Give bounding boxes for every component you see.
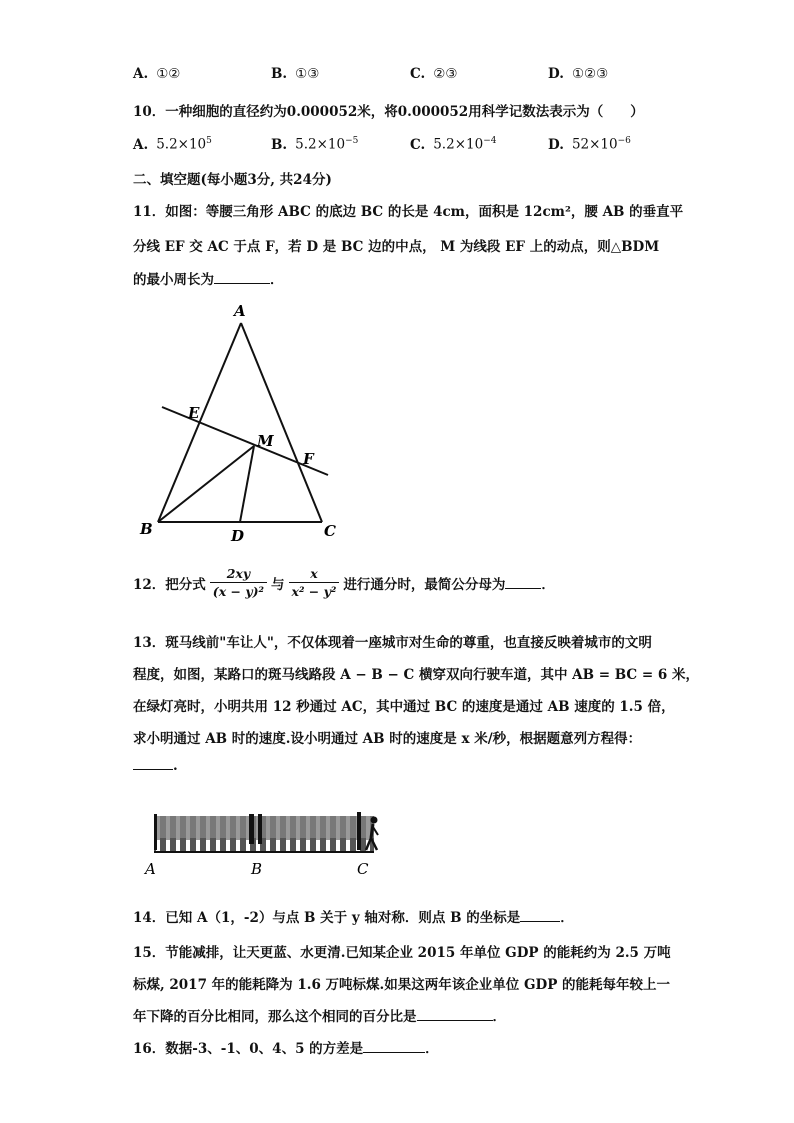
- q15-line-1: 15．节能减排，让天更蓝、水更清.已知某企业 2015 年单位 GDP 的能耗约为 2.5 万吨: [133, 945, 671, 961]
- q13-line-3: 在绿灯亮时，小明共用 12 秒通过 AC，其中通过 BC 的速度是通过 AB 速度的 1.5 倍，: [133, 699, 675, 715]
- option-exponent: −5: [345, 136, 359, 146]
- crosswalk-figure: [140, 808, 390, 883]
- q11-line-3: [133, 268, 284, 288]
- option-label: D.: [548, 136, 564, 153]
- q10-stem: [133, 100, 644, 120]
- answer-blank: [133, 757, 173, 770]
- answer-blank: [505, 576, 541, 589]
- answer-blank: [363, 1040, 425, 1053]
- label-b: B: [140, 520, 153, 538]
- option-label: C.: [410, 66, 426, 82]
- q14-text: 14．已知 A（1，-2）与点 B 关于 y 轴对称．则点 B 的坐标是: [133, 910, 521, 926]
- q12-prefix: 12．把分式: [133, 576, 206, 593]
- q12-suffix: 进行通分时，最简公分母为: [343, 576, 506, 593]
- q9-option-b: [271, 66, 319, 82]
- q14-line: [133, 906, 574, 926]
- option-exponent: −4: [483, 136, 497, 146]
- q11-end: ．: [270, 272, 284, 288]
- fraction-2: [289, 566, 340, 599]
- q11-line-2: 分线 EF 交 AC 于点 F，若 D 是 BC 边的中点， M 为线段 EF 上的动点，则△BDM: [133, 239, 660, 255]
- label-c: C: [357, 860, 369, 878]
- q12-end: ．: [541, 576, 555, 593]
- fraction-1: [210, 566, 267, 599]
- q10-option-d: [548, 136, 631, 153]
- label-c: C: [324, 522, 336, 540]
- option-exponent: −6: [617, 136, 631, 146]
- q10-option-a: [133, 136, 212, 153]
- option-label: A.: [133, 136, 149, 153]
- q15-line-2: 标煤, 2017 年的能耗降为 1.6 万吨标煤.如果这两年该企业单位 GDP 的能耗每年较上一: [133, 977, 671, 993]
- fraction-1-numerator: 2xy: [226, 566, 251, 581]
- q15-text: 年下降的百分比相同，那么这个相同的百分比是: [133, 1009, 417, 1025]
- label-b: B: [251, 860, 263, 878]
- triangle-figure: [130, 300, 340, 550]
- option-base: 5.2×10: [433, 136, 484, 153]
- option-base: 52×10: [571, 136, 618, 153]
- q10-option-b: [271, 136, 358, 153]
- q9-option-d: [548, 66, 608, 82]
- answer-blank: [417, 1008, 493, 1021]
- option-value: ①②: [156, 66, 181, 82]
- question-text: 一种细胞的直径约为0.000052米，将0.000052用科学记数法表示为（ ）: [165, 104, 644, 120]
- option-base: 5.2×10: [156, 136, 207, 153]
- fraction-1-denominator: (x − y)²: [210, 582, 267, 599]
- section-heading: 二、填空题(每小题3分, 共24分): [133, 172, 332, 188]
- q16-end: ．: [425, 1041, 439, 1057]
- answer-blank: [520, 909, 560, 922]
- q12-middle: 与: [271, 576, 285, 593]
- q10-option-c: [410, 136, 496, 153]
- fraction-2-numerator: x: [310, 566, 318, 581]
- q13-end: .: [173, 758, 178, 774]
- label-e: E: [188, 404, 200, 422]
- q12-line: [133, 566, 555, 599]
- q11-text: 的最小周长为: [133, 272, 214, 288]
- q16-line: [133, 1037, 439, 1057]
- label-a: A: [145, 860, 156, 878]
- label-a: A: [234, 302, 246, 320]
- option-label: D.: [548, 66, 564, 82]
- fraction-2-denominator: x² − y²: [289, 582, 340, 599]
- label-d: D: [231, 527, 245, 545]
- q9-option-c: [410, 66, 457, 82]
- q13-line-4: 求小明通过 AB 时的速度.设小明通过 AB 时的速度是 x 米/秒，根据题意列方程得：: [133, 731, 642, 747]
- label-f: F: [303, 450, 314, 468]
- option-value: ①②③: [571, 66, 609, 82]
- q11-line-1: 11．如图：等腰三角形 ABC 的底边 BC 的长是 4cm，面积是 12cm²，腰 AB 的垂直平: [133, 204, 684, 220]
- q13-line-5: [133, 757, 178, 774]
- label-m: M: [257, 432, 274, 450]
- q13-line-1: 13．斑马线前"车让人"，不仅体现着一座城市对生命的尊重，也直接反映着城市的文明: [133, 635, 652, 651]
- question-number: 10．: [133, 104, 166, 120]
- q16-text: 16．数据-3、-1、0、4、5 的方差是: [133, 1041, 364, 1057]
- option-label: C.: [410, 136, 426, 153]
- option-label: A.: [133, 66, 149, 82]
- answer-blank: [214, 271, 270, 284]
- option-exponent: 5: [206, 136, 212, 146]
- q13-line-2: 程度，如图，某路口的斑马线路段 A − B − C 横穿双向行驶车道，其中 AB = BC = 6 米，: [133, 667, 699, 683]
- q9-option-a: [133, 66, 180, 82]
- option-label: B.: [271, 66, 288, 82]
- q15-line-3: [133, 1005, 506, 1025]
- option-base: 5.2×10: [295, 136, 346, 153]
- option-value: ②③: [433, 66, 458, 82]
- option-value: ①③: [295, 66, 320, 82]
- q15-end: ．: [492, 1009, 506, 1025]
- q14-end: ．: [560, 910, 574, 926]
- option-label: B.: [271, 136, 288, 153]
